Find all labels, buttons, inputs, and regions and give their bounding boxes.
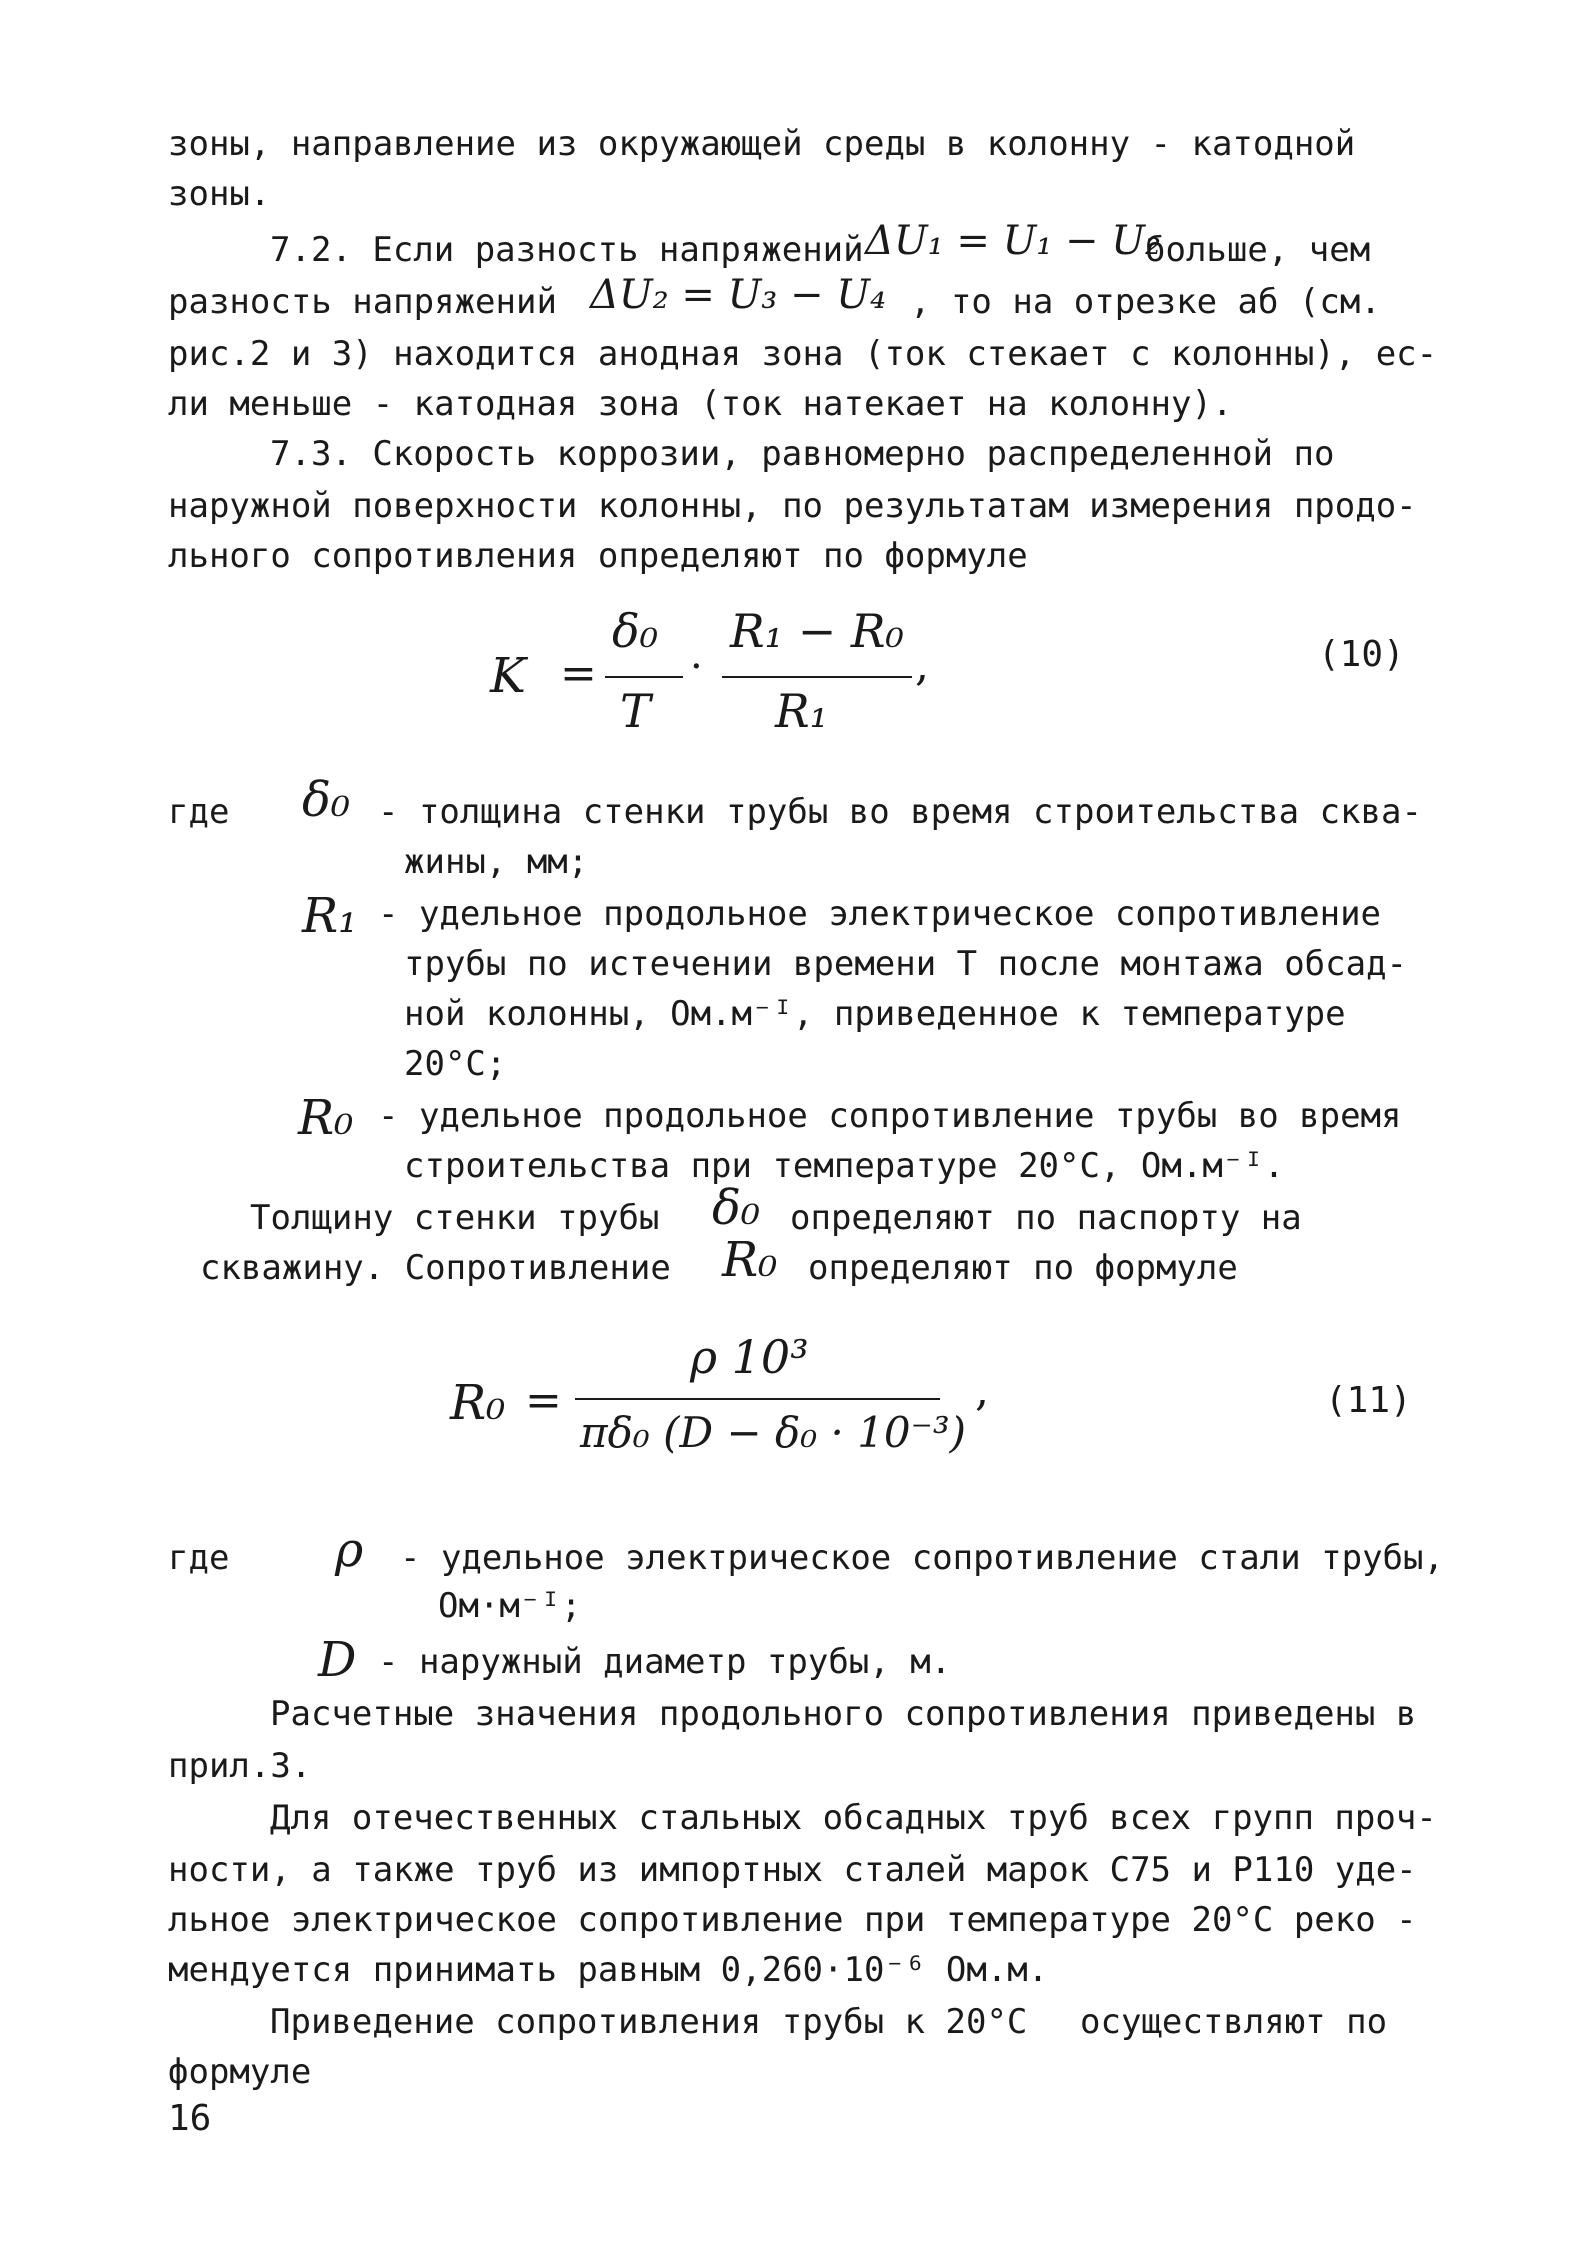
definition-line: - удельное продольное сопротивление трубы во время	[378, 1096, 1402, 1136]
formula-10-numerator-1: δ₀	[612, 604, 659, 658]
formula-10-number: (10)	[1318, 634, 1405, 675]
formula-11-comma: ,	[975, 1365, 989, 1416]
delta-u2-expression: ΔU₂ = U₃ − U₄	[590, 272, 887, 318]
formula-11-denominator: πδ₀ (D − δ₀ · 10⁻³)	[580, 1408, 967, 1457]
delta-u1-expression: ΔU₁ = U₁ − U₂	[865, 218, 1162, 264]
paragraph-line: разность напряжений	[168, 282, 557, 322]
definition-line: жины, мм;	[404, 842, 589, 882]
formula-11-lhs: R₀	[450, 1375, 506, 1431]
definition-line: - удельное продольное электрическое сопротивление	[378, 894, 1382, 934]
formula-10-lhs: K	[490, 648, 526, 704]
definition-line: строительства при температуре 20°С, Ом.м⁻ᴵ.	[404, 1146, 1285, 1186]
paragraph-line: осуществляют по	[1080, 2002, 1388, 2042]
formula-10-denominator-1: T	[620, 684, 651, 738]
formula-10-denominator-2: R₁	[775, 684, 829, 738]
delta0-symbol: δ₀	[302, 772, 351, 828]
r0-symbol: R₀	[722, 1232, 778, 1288]
paragraph-line: 7.3. Скорость коррозии, равномерно распределенной по	[270, 434, 1335, 474]
formula-11-numerator: ρ 10³	[690, 1330, 809, 1384]
paragraph-line: определяют по паспорту на	[790, 1198, 1302, 1238]
fraction-bar	[605, 676, 683, 678]
r0-symbol: R₀	[298, 1090, 354, 1146]
formula-10-comma: ,	[915, 640, 929, 691]
paragraph-line: Толщину стенки трубы	[250, 1198, 660, 1238]
r1-symbol: R₁	[302, 888, 358, 944]
paragraph-line: зоны.	[168, 174, 271, 214]
paragraph-line: Для отечественных стальных обсадных труб всех групп проч-	[270, 1798, 1437, 1838]
where-label: где	[168, 1538, 230, 1578]
definition-line: ной колонны, Ом.м⁻ᴵ, приведенное к температуре	[404, 994, 1346, 1034]
paragraph-line: Расчетные значения продольного сопротивления приведены в	[270, 1694, 1417, 1734]
formula-11-number: (11)	[1325, 1380, 1412, 1421]
paragraph-line: зоны, направление из окружающей среды в колонну - катодной	[168, 124, 1356, 164]
delta0-symbol: δ₀	[712, 1180, 761, 1236]
formula-11-equals: =	[525, 1375, 562, 1426]
paragraph-line: прил.3.	[168, 1746, 312, 1786]
where-label: где	[168, 792, 230, 832]
d-symbol: D	[318, 1632, 357, 1688]
paragraph-line: льное электрическое сопротивление при температуре 20°С реко -	[168, 1900, 1417, 1940]
paragraph-line: формуле	[168, 2052, 312, 2092]
paragraph-line: 7.2. Если разность напряжений	[270, 230, 864, 270]
definition-line: Ом·м⁻ᴵ;	[438, 1586, 582, 1626]
paragraph-line: мендуется принимать равным 0,260·10⁻⁶ Ом.м.	[168, 1950, 1049, 1990]
paragraph-line: рис.2 и 3) находится анодная зона (ток стекает с колонны), ес-	[168, 334, 1438, 374]
page-number: 16	[168, 2098, 212, 2139]
formula-10-dot: ·	[690, 644, 703, 690]
definition-line: - наружный диаметр трубы, м.	[378, 1642, 952, 1682]
definition-line: трубы по истечении времени Т после монтажа обсад-	[404, 944, 1408, 984]
fraction-bar	[722, 676, 912, 678]
definition-line: - толщина стенки трубы во время строительства сква-	[378, 792, 1422, 832]
paragraph-line: , то на отрезке аб (см.	[910, 282, 1381, 322]
paragraph-line: скважину. Сопротивление	[200, 1248, 671, 1288]
fraction-bar	[575, 1398, 940, 1400]
formula-10-equals: =	[560, 648, 597, 699]
paragraph-line: льного сопротивления определяют по формуле	[168, 536, 1028, 576]
definition-line: 20°С;	[404, 1044, 507, 1084]
paragraph-line: ности, а также труб из импортных сталей марок С75 и Р110 уде-	[168, 1850, 1417, 1890]
paragraph-line: Приведение сопротивления трубы к 20°С	[270, 2002, 1028, 2042]
formula-10-numerator-2: R₁ − R₀	[730, 604, 904, 658]
rho-symbol: ρ	[335, 1522, 364, 1578]
definition-line: - удельное электрическое сопротивление стали трубы,	[400, 1538, 1444, 1578]
paragraph-line: наружной поверхности колонны, по результатам измерения продо-	[168, 486, 1417, 526]
paragraph-line: определяют по формуле	[808, 1248, 1238, 1288]
paragraph-line: ли меньше - катодная зона (ток натекает на колонну).	[168, 384, 1233, 424]
paragraph-line: больше, чем	[1145, 230, 1371, 270]
